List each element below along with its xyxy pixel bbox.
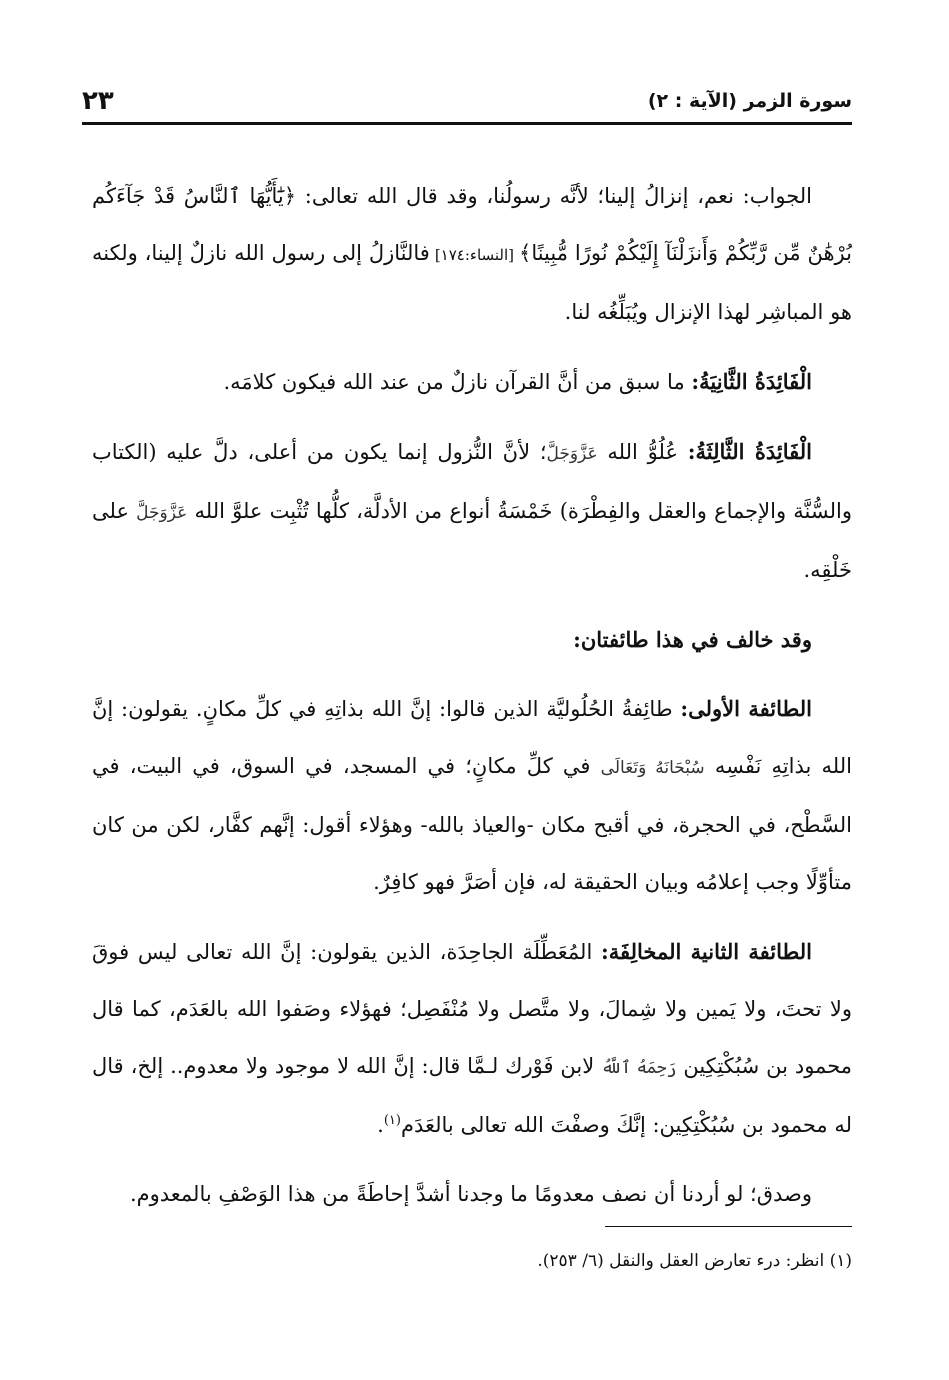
honorific: رَحِمَهُ ٱللَّهُ	[601, 1058, 677, 1078]
conclusion-text: وصدق؛ لو أردنا أن نصف معدومًا ما وجدنا أشدَّ إحاطَةً من هذا الوَصْفِ بالمعدوم.	[129, 1182, 812, 1206]
paragraph-benefit-2	[92, 353, 852, 411]
group-1-text-a: طائِفةُ الحُلُوليَّة الذين قالوا: إنَّ الله بذاتِهِ في كلِّ مكانٍ. يقولون: إنَّ الله بذاتِهِ نَفْسِه	[92, 697, 852, 778]
group-2-text-c: .	[377, 1113, 384, 1137]
verse-citation: [النساء:١٧٤]	[429, 246, 520, 264]
paragraph-conclusion	[92, 1166, 852, 1223]
footnote-reference[interactable]: (١)	[383, 1113, 401, 1128]
group-1-heading: الطائفة الأولى:	[680, 696, 812, 721]
page-number: ٢٣	[82, 86, 114, 116]
chapter-title: سورة الزمر (الآية : ٢)	[647, 90, 852, 112]
group-2-text-a: المُعَطِّلَة الجاحِدَة، الذين يقولون: إنَّ الله تعالى ليس فوقَ ولا تحتَ، ولا يَمين ولا شِمالَ، ولا متَّصل ولا مُنْفَصِل؛ فهؤلاء وصَفوا الله بالعَدَم، كما قال محمود بن سُبُكْتِكِين	[92, 940, 853, 1078]
paragraph-benefit-3	[92, 423, 852, 599]
footnote	[92, 1248, 852, 1274]
page-body	[92, 168, 852, 1235]
paragraph-group-2	[92, 923, 852, 1154]
benefit-3-text-a: عُلُوُّ الله	[597, 440, 688, 464]
header-rule	[82, 122, 852, 125]
group-2-heading: الطائفة الثانية المخالِفَة:	[600, 939, 812, 964]
benefit-3-text-c: على خَلْقِه.	[92, 499, 852, 582]
honorific: عَزَّوَجَلَّ	[136, 503, 188, 523]
benefit-3-heading: الْفَائِدَةُ الثَّالِثَةُ:	[687, 439, 812, 464]
group-2-text-b: لابن فَوْرك لـمَّا قال: إنَّ الله لا موجود ولا معدوم.. إلخ، قال له محمود بن سُبُكْتِكِين: إنَّكَ وصفْتَ الله تعالى بالعَدَم	[92, 1054, 852, 1137]
paragraph-two-groups	[92, 611, 852, 668]
answer-lead: الجواب: نعم، إنزالُ إلينا؛ لأنَّه رسولُنا، وقد قال الله تعالى:	[296, 184, 812, 208]
benefit-2-heading: الْفَائِدَةُ الثَّانِيَةُ:	[691, 369, 812, 394]
footnote-text: (١) انظر: درء تعارض العقل والنقل (٦/ ٢٥٣).	[537, 1251, 852, 1271]
honorific: عَزَّوَجَلَّ	[546, 444, 598, 464]
benefit-3-text-b: ؛ لأنَّ النُّزول إنما يكون من أعلى، دلَّ عليه (الكتاب والسُّنَّة والإجماع والعقل والفِطْرَة) خَمْسَةُ أنواع من الأدلَّة، كلُّها تُثْبِت علوَّ الله	[92, 440, 852, 523]
group-1-text-b: في كلِّ مكانٍ؛ في المسجد، في السوق، في البيت، في السَّطْح، في الحجرة، في أقبح مكان -والعياذ بالله- وهؤلاء أقول: إنَّهم كفَّار، لكن من كان متأوِّلًا وجب إعلامُه وبيان الحقيقة له، فإن أصَرَّ فهو كافِرٌ.	[92, 754, 852, 894]
footnote-rule	[605, 1226, 852, 1227]
honorific: سُبْحَانَهُ وَتَعَالَى	[600, 758, 705, 778]
quran-verse: ﴿يَٰٓأَيُّهَا ٱلنَّاسُ قَدْ جَآءَكُم بُرْهَٰنٌ مِّن رَّبِّكُمْ وَأَنزَلْنَآ إِلَيْكُمْ نُورًا مُّبِينًا﴾	[92, 184, 852, 265]
benefit-2-text: ما سبق من أنَّ القرآن نازلٌ من عند الله فيكون كلامَه.	[223, 370, 692, 394]
answer-rest: فالنَّازلُ إلى رسول الله نازلٌ إلينا، ولكنه هو المباشِر لهذا الإنزال ويُبَلِّغُه لنا.	[92, 241, 852, 324]
paragraph-group-1	[92, 680, 852, 911]
paragraph-answer	[92, 168, 852, 341]
two-groups-text: وقد خالف في هذا طائفتان:	[573, 627, 812, 652]
page-header	[82, 88, 852, 118]
